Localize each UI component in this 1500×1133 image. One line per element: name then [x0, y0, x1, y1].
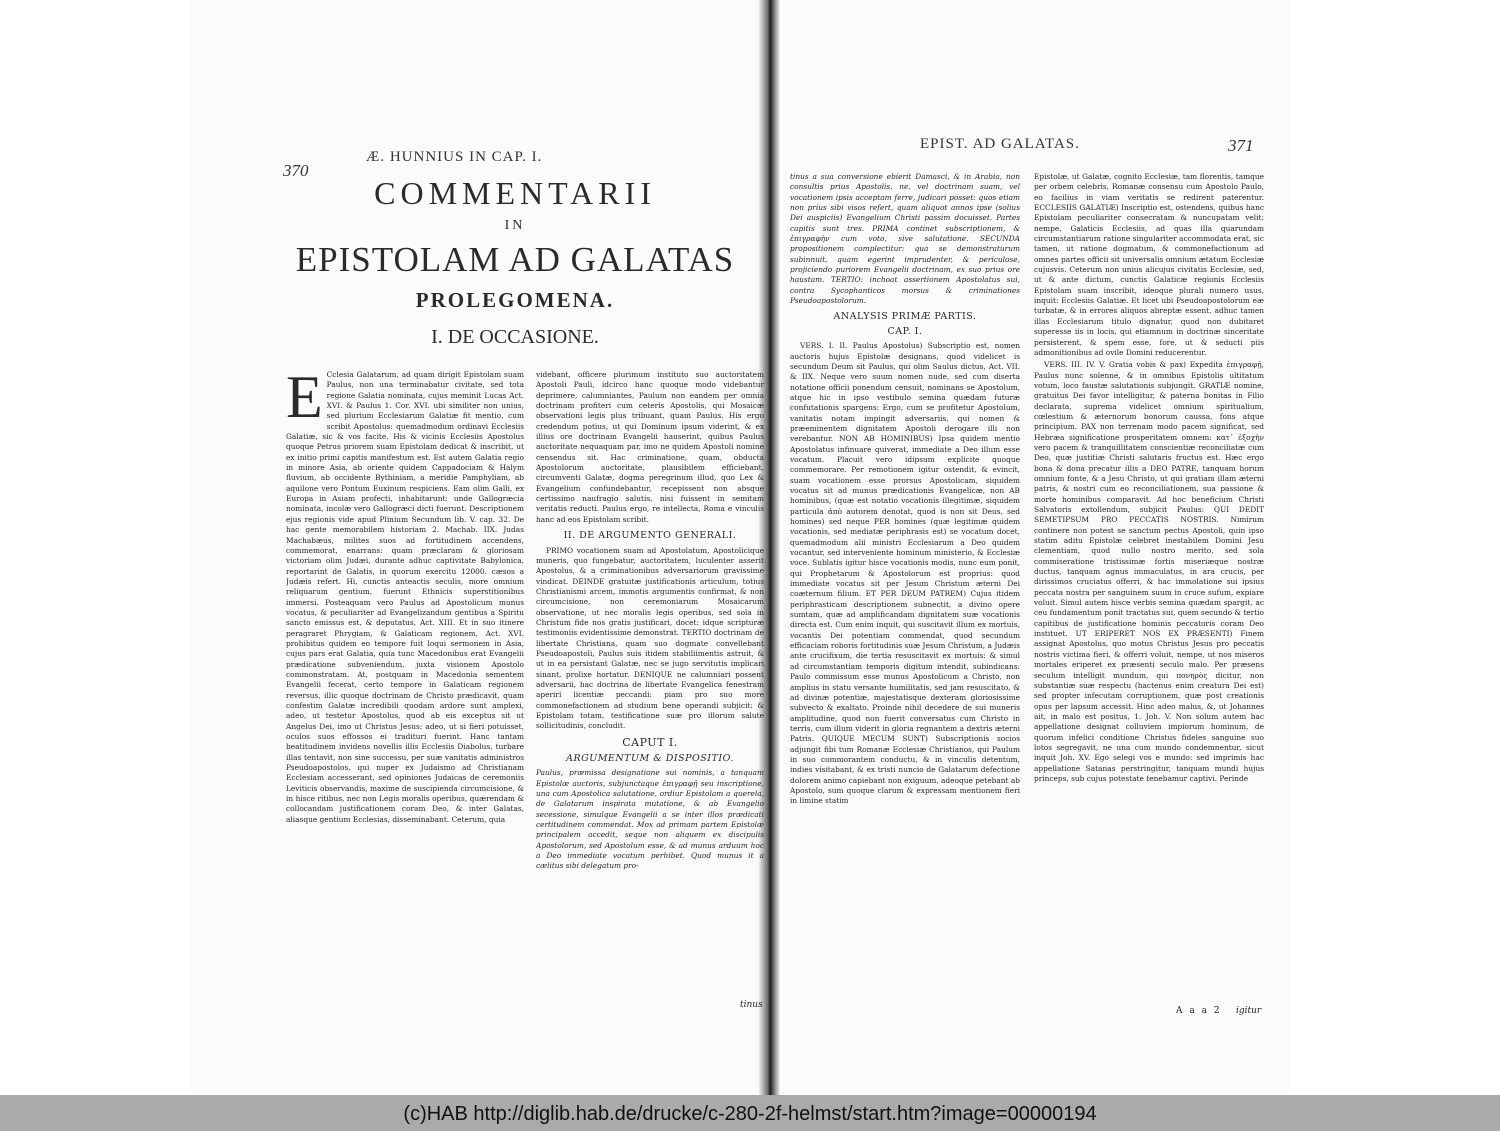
vers-1-2-text: VERS. I. II. Paulus Apostolus) Subscriptio est, nomen auctoris hujus Epistolæ designans, quod videlicet is secundum Deum sit Paulus, qui olim Saulus dictus, Act. VII. & IIX. Neque vero suum nomen nude, sed cum diserta notatione officii ponendum censuit, nominans se Apostolum, atque hic in ipso vestibulo semina quædam futuræ confutationis spargens: Ergo, cum se profitetur Apostolum, vanitatis notam impingit adversariis, qui nomen & præeminentem dignitatem Apostoli derogare illi non verebantur. NON AB HOMINIBUS) Ipsa quidem mentio Apostolatus infinuare quiverat, immediate a Deo illum esse vocatum. Placuit vero idipsum explicite quoque commemorare. Per remotionem igitur ostendit, & evincit, suam vocationem esse prorsus Apostolicam, siquidem vocatus sit ad munus prædicationis Evangelicæ, non AB hominibus, (quæ est notatio vocationis illegitimæ, siquidem particula ἀπὸ autorem denotat, quod is non sit Deus, sed homines) sed neque PER homines (quæ legitimæ quidem vocationis, sed mediatæ periphrasis est) se vocatum docet, quemadmodum alii ministri Ecclesiarum a Deo quidem vocantur, sed interveniente hominum ministerio, & Ecclesiæ voce. Sublatis igitur hisce vocationis modis, nunc eum ponit, qui Prophetarum & Apostolorum est proprius: quod immediate vocatus sit per Jesum Christum æterni Dei coæternum filium. ET PER DEUM PATREM) Cujus itidem periphrasticam descriptionem subnectit, a divino opere sumtam, quæ ad amplificandam dignitatem suæ vocationis directa est. Cum enim inquit, qui suscitavit illum ex mortuis, vocantis Dei potentiam commendat, quod secundum efficaciam roboris fortitudinis suæ Jesum Christum, a Judæis ante crucifixum, die tertia resuscitavit ex mortuis: & simul ad circumstantiam temporis digitum intendit, subindicans: Paulo commissum esse munus Apostolicum a Christo, non amplius in statu versante humilitatis, sed jam resuscitato, & ad divinæ potentiæ, majestatisque dexteram gloriosissime subvecto & exaltato. Proinde nihil decedere de sui muneris amplitudine, quod non fuerit conversatus cum Christo in terris, cum illum viderit in gloria regnantem a dextris æterni Patris. QUIQUE MECUM SUNT) Subscriptionis socios adjungit fibi tum Romanæ Ecclesiæ Christianos, qui Paulum in suo commorantem conductu, & in vinculis detentum, indies visitabant, & ex tristi nuncio de Galatarum defectione dolorem animo capiebant non exiguum, adeoque petebant ab Apostolo, sum quoque clarum & expressam mentionem fieri in limine statim: [790, 341, 1020, 806]
title-prolegomena: PROLEGOMENA.: [415, 288, 615, 312]
title-epistolam: EPISTOLAM AD GALATAS: [295, 240, 735, 279]
right-page-column-2: [1034, 172, 1264, 1004]
analysis-heading: ANALYSIS PRIMÆ PARTIS.: [833, 311, 977, 323]
argumentum-text: Paulus, præmissa designatione sui nominis, a tanquam Epistolæ auctoris, subjunctaque ἐπιγραφῇ seu inscriptione, una cum Apostolica salutatione, ordiur Epistolam a querela, de Galatarum inspirata mutatione, & ab Evangelio secessione, simulque Evangelii a se inter illos prædicati certitudinem commendat. Mox ad primam partem Epistolæ principalem accedit, seque non aliquem ex discipulis Apostolorum, sed Apostolum esse, & ad munus arduum hoc a Deo immediate vocatum perhibet. Quod munus it a cælitus sibi delegatum pro-: [536, 768, 764, 871]
argumentum-heading: ARGUMENTUM & DISPOSITIO.: [566, 753, 734, 765]
page-margin-right: [1290, 0, 1500, 1095]
occasione-text-continued: videbant, officere plurimum instituto suo auctoritatem Apostoli Pauli, idcirco hanc quoque modo videbantur deprimere, calumniantes, Paulum non eandem per omnia doctrinam profiteri cum ceteris Apostolis, qui Mosaicæ observationi legis plus tribuant, quam Paulus. His ergo credendum potius, ut qui Dominum ipsum viderint, & ex illius ore doctrinam Evangelii hauserint, quibus Paulus auctoritate nequaquam par, imo ne quidem Apostoli nomine censendus sit. Hac criminatione, quam, obducta Apostolorum auctoritate, plausibilem efficiebant, circumventi Galatæ, dogma peregrinum illud, quo Lex & Evangelium confundebantur, recepissent non absque certissimo naufragio salutis, nisi fuissent in semitam veritatis reducti. Paulus ergo, re intellecta, Roma e vinculis hanc ad eos Epistolam scribit.: [536, 370, 764, 524]
occasione-text: Cclesia Galatarum, ad quam dirigit Epistolam suam Paulus, non una terminabatur civitate, sed tota regione Galatia nominata, cujus meminit Lucas Act. XVI. & Paulus 1. Cor. XVI. ubi similiter non unius, sed plurium Ecclesiarum Galatiæ fit mentio, cum scribit Apostolus: quemadmodum ordinavi Ecclesiis Galatiæ, sic & vos facite. His & vicinis Ecclesiis Apostolus quoque Petrus priorem suam Epistolam dedicat & inscribit, ut ex initio primi capitis manifestum est. Est autem Galatia regio in minore Asia, ab oriente quidem Cappadociam & Halym fluvium, ab occidente Bythiniam, a meridie Pamphyliam, ab aquilone vero Pontum Euxinum respiciens. Eam olim Galli, ex Europa in Asiam profecti, inhabitarunt: unde Gallogræcia nominata, incolæ vero Gallogræci dicti fuerunt. Descriptionem ejus regionis vide apud Plinium Secundum lib. V. cap. 32. De hac gente memorabilem historiam 2. Machab. IIX. Judas Machabæus, milites suos ad fortitudinem accendens, commemorat, enarrans: quam præclaram & gloriosam victoriam olim Judæi, durante adhuc captivitate Babylonica, reportarint de Galatis, in quorum exercitu 12000. cæsos a Judæis refert. Hi, cunctis anteactis seculis, more omnium reliquarum gentium, fuerunt Ethnicis superstitionibus immersi. Posteaquam vero Paulus ad Apostolicum munus vocatus, & peculiariter ad Evangelizandum gentibus a Spiritu sancto emissus est, & deputatus, Act. XIII. Et in suo itinere peragraret Phrygiam, & Galaticam regionem, Act. XVI. prohibitus quidem eo tempore fuit loqui sermonem in Asia, cujus pars erat Galatia, quia tunc Macedonibus erat Evangelii prædicatione subveniendum, juxta visionem Apostolo commonstratam. At, postquam in Macedonia sementem Evangelii fecerat, certo tempore in Galaticam regionem reversus, illic quoque doctrinam de Christo prædicavit, quam confestim Galatæ incredibili quodam ardore sunt amplexi, adeo, ut testetur Apostolus, quod ab eis exceptus sit ut Angelus Dei, imo ut Christus Jesus: adeo, ut si fieri potuisset, oculos suos effossos ei tradituri fuerint. Hanc tantam beatitudinem invidens novellis illis Ecclesiis Diabolus, turbare illas tentavit, non sine successu, per suæ vanitatis administros Pseudoapostolos, qui nuper ex Judaismo ad Christianam Ecclesiam accesserant, sed opiniones Judaicas de ceremoniis Leviticis observandis, maxime de suscipienda circumcisione, & in hisce ritibus, nec non Legis moralis operibus, quærendam & collocandam justificationem coram Deo, & inter Galatas, aliasque gentium Ecclesias, disseminabant. Ceterum, quia: [286, 370, 524, 824]
section-de-occasione: I. DE OCCASIONE.: [431, 326, 599, 348]
right-running-head: EPIST. AD GALATAS.: [920, 136, 1080, 152]
image-credit-footer: (c)HAB http://diglib.hab.de/drucke/c-280-2f-helmst/start.htm?image=00000194: [0, 1095, 1500, 1131]
left-running-head: Æ. HUNNIUS IN CAP. I.: [366, 149, 543, 165]
left-page-column-1: [286, 370, 524, 1002]
left-catchword: tinus: [740, 1000, 763, 1010]
cap-heading: CAP. I.: [887, 325, 923, 337]
right-catchword: igitur: [1236, 1006, 1262, 1016]
left-page-column-2: [536, 370, 764, 998]
right-page-column-1: [790, 172, 1020, 1010]
section-de-argumento: II. DE ARGUMENTO GENERALI.: [563, 530, 737, 542]
ecclesiis-galatiae-text: Epistolæ, ut Galatæ, cognito Ecclesiæ, tam florentis, tamque per orbem celebris, Romanæ consensu cum Apostolo Paulo, eo facilius in viam veritatis se redirent paterentur. ECCLESIIS GALATIÆ) Inscriptio est, ostendens, quibus hanc Epistolam peculiariter consecratam & nuncupatam velit: nempe, Galaticis Ecclesiis, ad quas illa quarundam circumstantiarum ratione singulariter accommodata erat, sic tamen, ut ratione dogmatum, & commonefactionum ad omnes partes officii sit universalis omnium ætatum Ecclesiæ cujusvis. Ceterum non unius alicujus civitatis Ecclesiæ, sed, ut & ante dictum, cunctis Galaticæ regionis Ecclesiis Epistolam suam inscribit, ideoque plurali numero usus, inquit: Ecclesiis Galatiæ. Et licet ubi Pseudoapostolorum eæ turbatæ, & in errores aliquos abreptæ essent, adhuc tamen illas Ecclesiarum titulo dignatur, quod non dubitaret superesse iis in locis, qui etiamnum in doctrinæ sinceritate persisterent, & spem esse, fore, ut & seducti piis admonitionibus ad ovile Domini reducerentur.: [1034, 172, 1264, 357]
left-page-number: 370: [283, 161, 309, 180]
caput-heading: CAPUT I.: [622, 735, 678, 749]
title-in: IN: [504, 218, 526, 233]
vers-3-5-text: VERS. III. IV. V. Gratia vobis & pax) Expedita ἐπιγραφῇ, Paulus nunc solenne, & in omnibus Epistolis ultitatum votum, loco faustæ salutationis subjungit. GRATIÆ nomine, gratuitus Dei favor intelligitur, & paterna bonitas in Filio declarata, suprema videlicet omnium spiritualium, cœlestium & æternorum bonorum caussa, fons atque principium. PAX non terrenam modo pacem significat, sed Hebræa significatione prosperitatem omnem: κατ᾽ ἐξοχὴν vero pacem & tranquillitatem conscientiæ reconciliatæ cum Deo, quæ justitiæ Christi salutaris fructus est. Hæc ergo bona & dona precatur illis a DEO PATRE, tanquam horum omnium fonte, & a Jesu Christo, ut qui gratiam illam æterni patris, & nostri cum eo reconciliationem, sua passione & morte hominibus comparavit. Ad hoc beneficium Christi Salvatoris extollendum, subjicit Paulus: QUI DEDIT SEMETIPSUM PRO PECCATIS NOSTRIS. Nimirum continere non potest se sanctum pectus Apostoli, quin ipso statim aditu Epistolæ celebret inestabilem Domini Jesu clementiam, quod nullo nostro merito, sed sola commiseratione tristissimæ fortis miseriæque nostræ ductus, tanquam agnus immaculatus, in ara crucis, per dirissimos cruciatus offerri, & hac immolatione sui ipsius peccata nostra per sanguinem suum in cruce sufum, expiare voluit. Simul autem hisce verbis semina quædam spargit, ac ceu fundamentum ponit tractatus sui, quem secundo & tertio capitibus de justificatione hominis peccatoris coram Deo instituet. UT ERIPERET NOS EX PRÆSENTI) Finem assignat Apostolus, quo motus Christus Jesus pro peccatis nostris victima fieri, & offerri voluit, nempe, ut nos miseros mortales eriperet ex præsenti seculo malo. Per præsens seculum intelligit mundum, qui πονηρὸς dicitur, non substantiæ suæ respectu (hactenus enim creatura Dei est) sed propter infecutam corruptionem, quæ post creationis opus per lapsum accessit. Hinc adeo malus, &, ut Johannes ait, in malo est positus, 1. Joh. V. Non solum autem hac appellatione designat colluviem impiorum hominum, de quorum infelici conditione Christus fideles sanguine suo lotos segregavit, ne una cum mundo condemnentur, sicut inquit Joh. XV. Ego selegi vos e mundo: sed imprimis hac appellatione Satanas perstringitur, tanquam mundi hujus princeps, sub cujus potestate tenebamur captivi. Perinde: [1034, 360, 1264, 783]
argumentum-continued: tinus a sua conversione ebierit Damasci, & in Arabia, non consultis prius Apostolis, ne, vel doctrinam suam, vel vocationem ipsis acceptam ferre, judicari posset: quos etiam non prius sibi visos refert, quam aliquot annos ipse (solius Dei auspiciis) Evangelium Christi passim docuisset. Partes capitis sunt tres. PRIMA continet subscriptionem, & ἐπιγραφὴν cum voto, sive salutatione. SECUNDA propositionem complectitur: qua se demonstraturum subinnuit, quam egerint imprudenter, & periculose, projiciendo puriorem Evangelii doctrinam, ex suo prius ore haustam. TERTIO: inchoat assertionem Apostolatus sui, contra Sycophanticos morsus & criminationes Pseudoapostolorum.: [790, 172, 1020, 306]
page-margin-left: [0, 0, 190, 1095]
argumento-text: PRIMO vocationem suam ad Apostolatum, Apostolicique muneris, quo fungebatur, auctoritatem, luculenter asserit Apostolus, & a criminationibus adversariorum gravissime vindicat. DEINDE gratuitæ justificationis articulum, totius Christianismi arcem, immotis argumentis confirmat, & non circumcisione, non ceremoniarum Mosaicarum observatione, ut nec moralis legis operibus, sed sola in Christum fide nos gratis justificari, docet: idque scripturæ testimoniis evidentissime demonstrat. TERTIO doctrinam de libertate Christiana, quam suo dogmate convellebant Pseudoapostoli, Paulus suis itidem stabiliimentis astruit, & ut in ea persistant Galatæ, nec se jugo servitutis implicari sinant, prolixe hortatur. DENIQUE ne calumniari possent adversarii, hac doctrina de libertate Evangelica fenestram aperiri licentiæ peccandi: piam pro suo more commonefactionem ad studium bene operandi subjicit: & Epistolam totam, testificatione suæ pro illorum salute sollicitudinis, concludit.: [536, 545, 764, 731]
signature-mark: A a a 2: [1176, 1006, 1222, 1016]
right-page-number: 371: [1228, 136, 1254, 155]
drop-cap: E: [286, 370, 323, 430]
title-commentarii: COMMENTARII: [374, 175, 656, 211]
